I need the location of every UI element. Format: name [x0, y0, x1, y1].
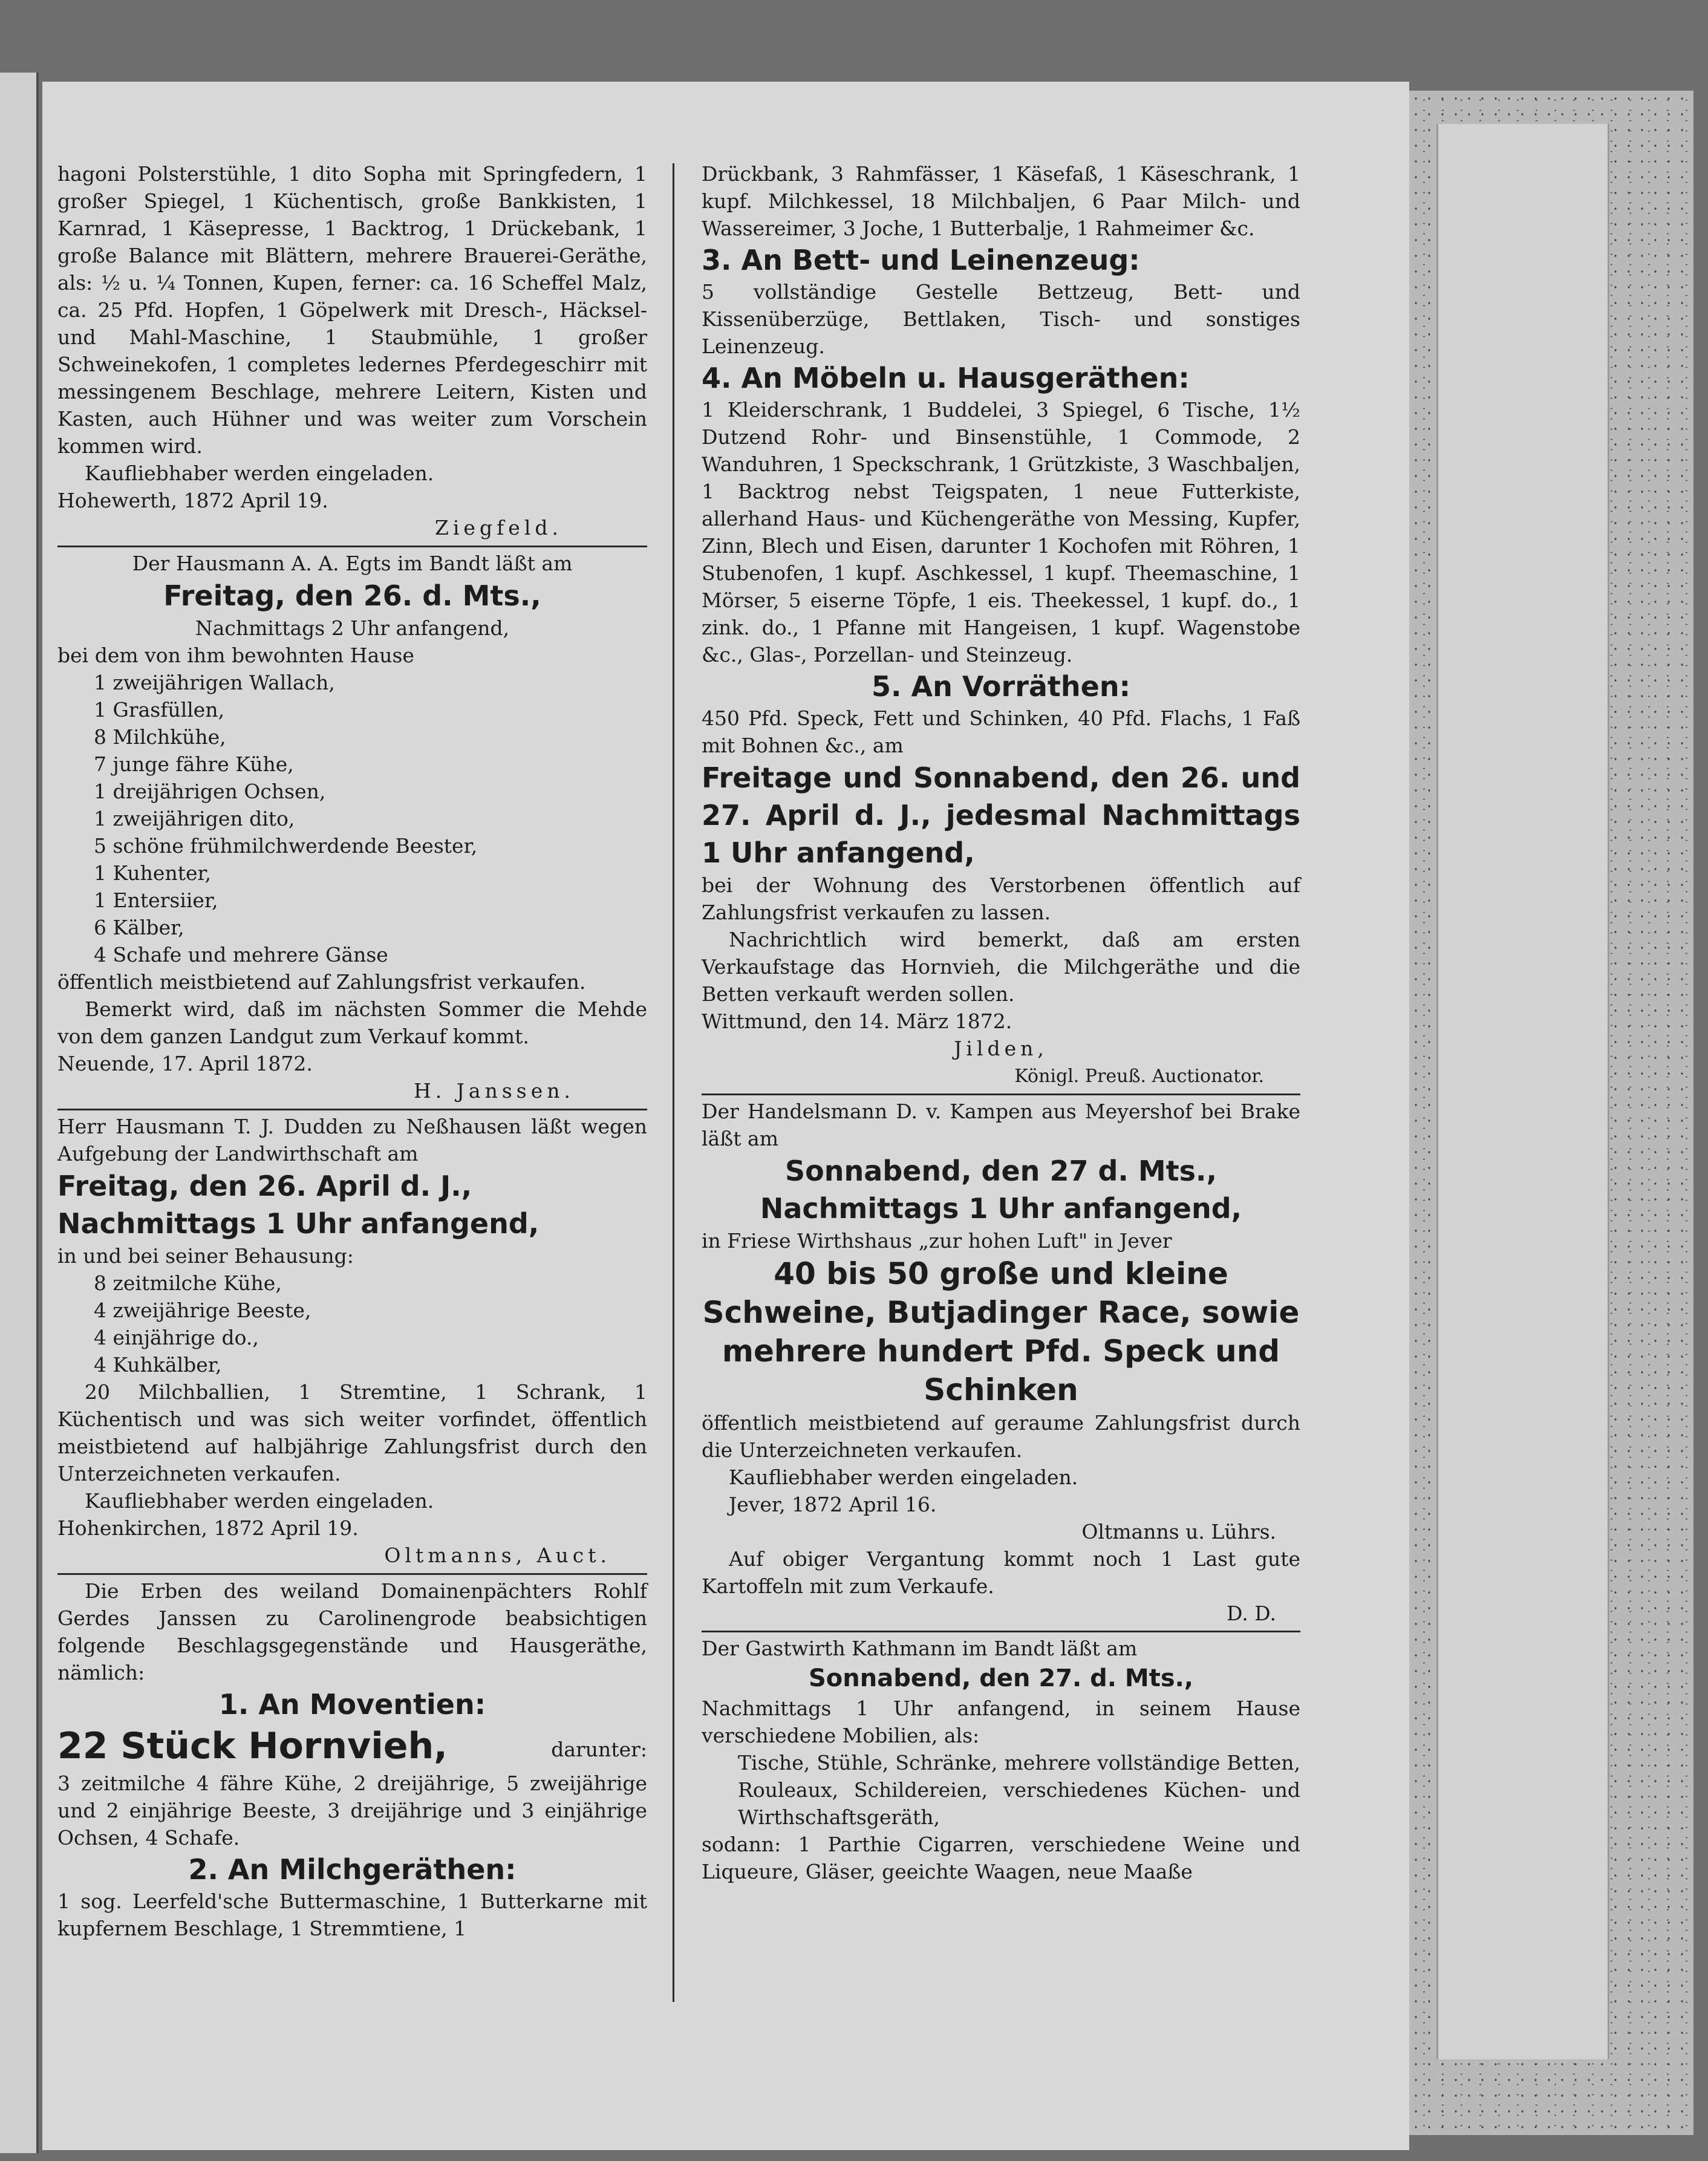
ad4-section5-body: 450 Pfd. Speck, Fett und Schinken, 40 Pfd. Flachs, 1 Faß mit Bohnen &c., am — [702, 706, 1300, 757]
list-item: 4 Schafe und mehrere Gänse — [94, 943, 388, 966]
ad-separator — [702, 1631, 1300, 1632]
ad2-place: bei dem von ihm bewohnten Hause — [57, 644, 414, 667]
ad5-signature: Oltmanns u. Lührs. — [1081, 1520, 1276, 1543]
ad4-intro: Die Erben des weiland Domainenpächters Rohlf Gerdes Janssen zu Carolinengrode beabsichtigen folgende Beschlagsgegenstände und Hausgeräthe, nämlich: — [57, 1579, 647, 1684]
ad3-place: in und bei seiner Behausung: — [57, 1244, 354, 1268]
ad1-place-date: Hohewerth, 1872 April 19. — [57, 489, 328, 512]
right-column — [702, 160, 1300, 1885]
ad5-headline: 40 bis 50 große und kleine Schweine, Butjadinger Race, sowie mehrere hundert Pfd. Speck und Schinken — [702, 1256, 1300, 1407]
ad3-intro: Herr Hausmann T. J. Dudden zu Neßhausen läßt wegen Aufgebung der Landwirthschaft am — [57, 1115, 647, 1165]
list-item: 1 Grasfüllen, — [94, 698, 225, 722]
ad4-section4-body: 1 Kleiderschrank, 1 Buddelei, 3 Spiegel, 6 Tische, 1½ Dutzend Rohr- und Binsenstühle, 1 Commode, 2 Wanduhren, 1 Speckschrank, 1 Grützkiste, 3 Waschbaljen, 1 Backtrog nebst Teigspaten, 1 neue Futterkiste, allerhand Haus- und Küchengeräthe von Messing, Kupfer, Zinn, Blech und Eisen, darunter 1 Kochofen mit Röhren, 1 Stubenofen, 1 kupf. Aschkessel, 1 kupf. Theemaschine, 1 Mörser, 5 eiserne Töpfe, 1 eis. Theekessel, 1 kupf. do., 1 zink. do., 1 Pfanne mit Hangeisen, 1 kupf. Wagenstobe &c., Glas-, Porzellan- und Steinzeug. — [702, 398, 1300, 667]
ad1-body: hagoni Polsterstühle, 1 dito Sopha mit Springfedern, 1 großer Spiegel, 1 Küchentisch, große Bankkisten, 1 Karnrad, 1 Käsepresse, 1 Backtrog, 1 Drückebank, 1 große Balance mit Blättern, mehrere Brauerei-Geräthe, als: ½ u. ¼ Tonnen, Kupen, ferner: ca. 16 Scheffel Malz, ca. 25 Pfd. Hopfen, 1 Göpelwerk mit Dresch-, Häcksel- und Mahl-Maschine, 1 Staubmühle, 1 großer Schweinekofen, 1 completes ledernes Pferdegeschirr mit messingenem Beschlage, mehrere Leitern, Kisten und Kasten, auch Hühner und was weiter zum Vorschein kommen wird. — [57, 162, 647, 458]
column-divider — [673, 163, 674, 2002]
ad4-headline: 22 Stück Hornvieh, — [57, 1725, 448, 1767]
list-item: 8 Milchkühe, — [94, 725, 226, 749]
ad4-section1: 1. An Moventien: — [218, 1688, 486, 1721]
ad4-signature: Jilden, — [954, 1037, 1048, 1060]
ad3-invite: Kaufliebhaber werden eingeladen. — [85, 1489, 434, 1513]
ad3-item-list — [57, 1270, 647, 1378]
left-column — [57, 160, 647, 1942]
list-item: 1 Entersiier, — [94, 888, 218, 912]
ad3-date: Freitag, den 26. April d. J., — [57, 1170, 472, 1202]
list-item: 4 Kuhkälber, — [94, 1353, 222, 1377]
ad4-section5: 5. An Vorräthen: — [871, 670, 1131, 703]
list-item: 8 zeitmilche Kühe, — [94, 1271, 282, 1295]
book-block-edge — [1436, 124, 1609, 2059]
ad6-then: sodann: 1 Parthie Cigarren, verschiedene Weine und Liqueure, Gläser, geeichte Waagen, neue Maaße — [702, 1833, 1300, 1883]
list-item: 5 schöne frühmilchwerdende Beester, — [94, 834, 478, 858]
ad-separator — [57, 1109, 647, 1110]
ad4-signature-title: Königl. Preuß. Auctionator. — [1014, 1066, 1264, 1087]
ad1-signature: Ziegfeld. — [434, 516, 562, 539]
ad5-date: Sonnabend, den 27 d. Mts., — [785, 1155, 1217, 1187]
ad1-invite: Kaufliebhaber werden eingeladen. — [85, 461, 434, 485]
ad-separator — [57, 546, 647, 547]
ad3-time: Nachmittags 1 Uhr anfangend, — [57, 1207, 539, 1240]
list-item: 4 zweijährige Beeste, — [94, 1299, 311, 1322]
ad3-place-date: Hohenkirchen, 1872 April 19. — [57, 1516, 359, 1540]
ad2-date: Freitag, den 26. d. Mts., — [163, 579, 541, 612]
ad4-note: Nachrichtlich wird bemerkt, daß am ersten Verkaufstage das Hornvieh, die Milchgeräthe und die Betten verkauft werden sollen. — [702, 928, 1300, 1006]
ad4-section2: 2. An Milchgeräthen: — [188, 1853, 517, 1886]
ad2-signature: H. Janssen. — [413, 1079, 575, 1103]
ad2-place-date: Neuende, 17. April 1872. — [57, 1052, 313, 1075]
ad3-signature: Oltmanns, Auct. — [384, 1543, 611, 1567]
ad6-date: Sonnabend, den 27. d. Mts., — [808, 1664, 1194, 1692]
ad4-section3: 3. An Bett- und Leinenzeug: — [702, 244, 1140, 276]
ad5-place: in Friese Wirthshaus „zur hohen Luft" in Jever — [702, 1229, 1172, 1253]
ad2-time: Nachmittags 2 Uhr anfangend, — [195, 616, 510, 640]
list-item: 1 zweijährigen dito, — [94, 807, 295, 830]
ad6-body: Nachmittags 1 Uhr anfangend, in seinem Hause verschiedene Mobilien, als: — [702, 1697, 1300, 1747]
ad-separator — [57, 1573, 647, 1575]
list-item: 1 Kuhenter, — [94, 861, 212, 885]
ad2-note: Bemerkt wird, daß im nächsten Sommer die Mehde von dem ganzen Landgut zum Verkauf kommt. — [57, 997, 647, 1048]
ad4-place-date: Wittmund, den 14. März 1872. — [702, 1009, 1012, 1033]
ad5-time: Nachmittags 1 Uhr anfangend, — [760, 1192, 1242, 1225]
ad4-sale: bei der Wohnung des Verstorbenen öffentlich auf Zahlungsfrist verkaufen zu lassen. — [702, 873, 1300, 924]
ad3-items-cont: 20 Milchballien, 1 Stremtine, 1 Schrank, 1 Küchentisch und was sich weiter vorfindet, öffentlich meistbietend auf halbjährige Zahlungsfrist durch den Unterzeichneten verkaufen. — [57, 1380, 647, 1485]
ad2-item-list — [57, 669, 647, 968]
ad4-section3-body: 5 vollständige Gestelle Bettzeug, Bett- und Kissenüberzüge, Bettlaken, Tisch- und sonstiges Leinenzeug. — [702, 280, 1300, 358]
list-item: 4 einjährige do., — [94, 1326, 259, 1349]
ad4-continuation: Drückbank, 3 Rahmfässer, 1 Käsefaß, 1 Käseschrank, 1 kupf. Milchkessel, 18 Milchbaljen, 6 Paar Milch- und Wassereimer, 3 Joche, 1 Butterbalje, 1 Rahmeimer &c. — [702, 162, 1300, 240]
list-item: 1 zweijährigen Wallach, — [94, 671, 335, 694]
ad5-place-date: Jever, 1872 April 16. — [729, 1493, 937, 1516]
ad4-section1-body: 3 zeitmilche 4 fähre Kühe, 2 dreijährige, 5 zweijährige und 2 einjährige Beeste, 3 dreijährige und 3 einjährige Ochsen, 4 Schafe. — [57, 1771, 647, 1850]
ad2-sale: öffentlich meistbietend auf Zahlungsfrist verkaufen. — [57, 970, 586, 994]
ad5-sale: öffentlich meistbietend auf geraume Zahlungsfrist durch die Unterzeichneten verkaufen. — [702, 1411, 1300, 1462]
facing-page-edge — [0, 73, 39, 2153]
list-item: 1 dreijährigen Ochsen, — [94, 780, 326, 803]
ad5-invite: Kaufliebhaber werden eingeladen. — [729, 1465, 1078, 1489]
ad-separator — [702, 1094, 1300, 1095]
ad6-intro: Der Gastwirth Kathmann im Bandt läßt am — [702, 1637, 1138, 1660]
ad5-intro: Der Handelsmann D. v. Kampen aus Meyershof bei Brake läßt am — [702, 1100, 1300, 1150]
ad4-headline-suffix: darunter: — [551, 1738, 647, 1761]
ad4-section2-body: 1 sog. Leerfeld'sche Buttermaschine, 1 Butterkarne mit kupfernem Beschlage, 1 Stremmtiene, 1 — [57, 1889, 647, 1940]
ad5-note: Auf obiger Vergantung kommt noch 1 Last gute Kartoffeln mit zum Verkaufe. — [702, 1547, 1300, 1598]
ad6-items: Tische, Stühle, Schränke, mehrere vollständige Betten, Rouleaux, Schildereien, verschiedenes Küchen- und Wirthschaftsgeräth, — [738, 1751, 1300, 1829]
ad2-intro: Der Hausmann A. A. Egts im Bandt läßt am — [132, 552, 573, 575]
list-item: 7 junge fähre Kühe, — [94, 752, 294, 776]
ad4-section4: 4. An Möbeln u. Hausgeräthen: — [702, 362, 1190, 394]
ad5-initials: D. D. — [1226, 1602, 1276, 1625]
ad4-headline-line — [57, 1723, 647, 1770]
ad4-sale-dates: Freitage und Sonnabend, den 26. und 27. April d. J., jedesmal Nachmittags 1 Uhr anfangend, — [702, 761, 1300, 869]
list-item: 6 Kälber, — [94, 916, 184, 939]
